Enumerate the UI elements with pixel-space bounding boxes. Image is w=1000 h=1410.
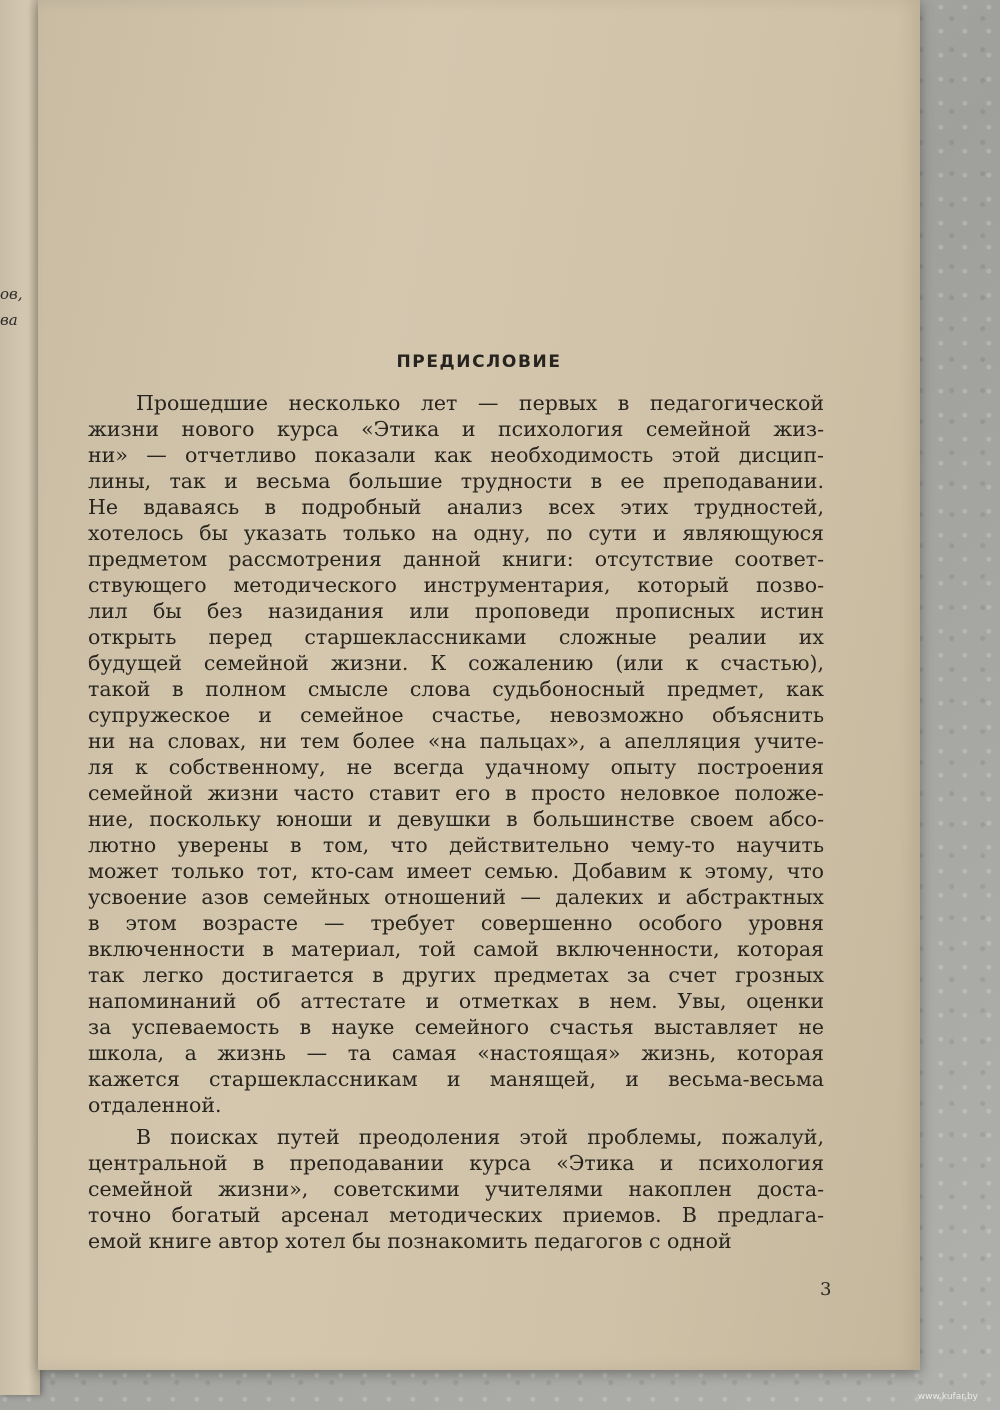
text-line: центральной в преподавании курса «Этика и психология <box>88 1151 824 1175</box>
text-line: ля к собственному, не всегда удачному опыту построения <box>88 755 824 779</box>
watermark: www.kufar.by <box>917 1392 978 1402</box>
text-line: кажется старшеклассникам и манящей, и весьма-весьма <box>88 1067 824 1091</box>
facing-page-fragment: ов, <box>0 285 23 303</box>
text-line: усвоение азов семейных отношений — далеких и абстрактных <box>88 885 824 909</box>
page-title: ПРЕДИСЛОВИЕ <box>396 352 562 372</box>
text-line: напоминаний об аттестате и отметках в нем. Увы, оценки <box>88 989 824 1013</box>
facing-page-fragment: ва <box>0 311 18 329</box>
text-line: В поисках путей преодоления этой проблемы, пожалуй, <box>136 1125 824 1149</box>
book-page <box>38 0 920 1370</box>
text-line: в этом возрасте — требует совершенно особого уровня <box>88 911 824 935</box>
text-line: точно богатый арсенал методических приемов. В предлага- <box>88 1203 824 1227</box>
facing-page-edge <box>0 0 40 1395</box>
text-line: супружеское и семейное счастье, невозможно объяснить <box>88 703 824 727</box>
paragraph-1 <box>88 390 824 1118</box>
text-line: жизни нового курса «Этика и психология семейной жиз- <box>88 417 824 441</box>
text-line: Прошедшие несколько лет — первых в педагогической <box>136 391 824 415</box>
text-line: отдаленной. <box>88 1093 222 1117</box>
text-line: Не вдаваясь в подробный анализ всех этих трудностей, <box>88 495 824 519</box>
text-line: лютно уверены в том, что действительно чему-то научить <box>88 833 824 857</box>
text-line: включенности в материал, той самой включенности, которая <box>88 937 824 961</box>
text-line: может только тот, кто-сам имеет семью. Добавим к этому, что <box>88 859 824 883</box>
text-line: предметом рассмотрения данной книги: отсутствие соответ- <box>88 547 824 571</box>
text-line: ние, поскольку юноши и девушки в большинстве своем абсо- <box>88 807 824 831</box>
text-line: емой книге автор хотел бы познакомить педагогов с одной <box>88 1229 732 1253</box>
text-line: семейной жизни часто ставит его в просто неловкое положе- <box>88 781 824 805</box>
text-line: за успеваемость в науке семейного счастья выставляет не <box>88 1015 824 1039</box>
text-line: ствующего методического инструментария, который позво- <box>88 573 824 597</box>
text-line: хотелось бы указать только на одну, по сути и являющуюся <box>88 521 824 545</box>
text-line: открыть перед старшеклассниками сложные реалии их <box>88 625 824 649</box>
text-line: ни» — отчетливо показали как необходимость этой дисцип- <box>88 443 824 467</box>
text-line: ни на словах, ни тем более «на пальцах», а апелляция учите- <box>88 729 824 753</box>
text-line: такой в полном смысле слова судьбоносный предмет, как <box>88 677 824 701</box>
paragraph-2 <box>88 1124 824 1254</box>
page-number: 3 <box>820 1279 832 1300</box>
text-line: семейной жизни», советскими учителями накоплен доста- <box>88 1177 824 1201</box>
text-line: так легко достигается в других предметах за счет грозных <box>88 963 824 987</box>
text-line: лины, так и весьма большие трудности в ее преподавании. <box>88 469 824 493</box>
text-line: школа, а жизнь — та самая «настоящая» жизнь, которая <box>88 1041 824 1065</box>
text-line: будущей семейной жизни. К сожалению (или к счастью), <box>88 651 824 675</box>
text-line: лил бы без назидания или проповеди прописных истин <box>88 599 824 623</box>
